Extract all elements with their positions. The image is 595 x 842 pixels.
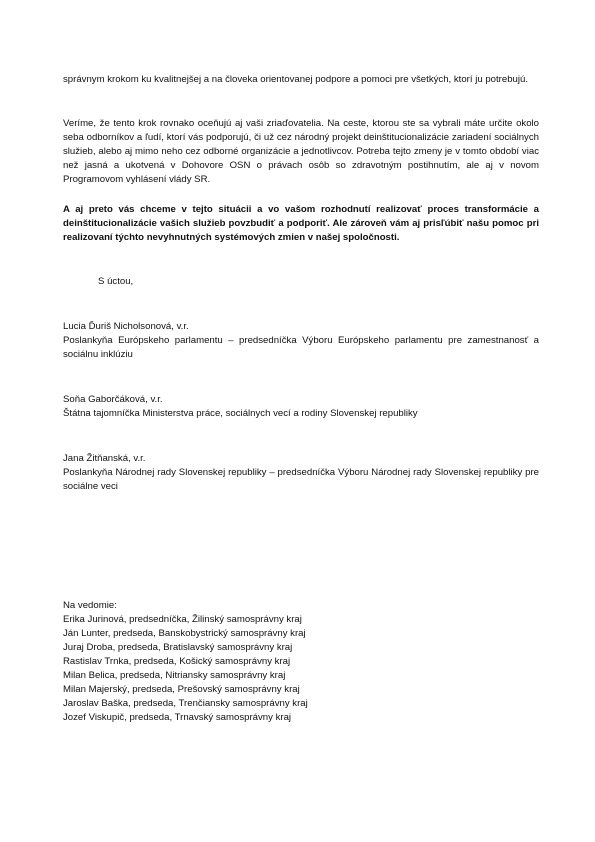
list-item: Rastislav Trnka, predseda, Košický samosprávny kraj xyxy=(63,656,291,667)
list-item: Jozef Viskupič, predseda, Trnavský samosprávny kraj xyxy=(63,712,292,723)
signatory-1 xyxy=(63,320,539,362)
cc-list xyxy=(63,599,539,725)
paragraph-founders: Veríme, že tento krok rovnako oceňujú aj vaši zriaďovatelia. Na ceste, ktorou ste sa vybrali máte určite okolo seba odborníkov a ľudí, ktorí vás podporujú, či už cez národný projekt deinštitucionalizácie zariadení sociálnych služieb, alebo aj mimo neho cez odborné organizácie a jednotlivcov. Potreba tejto zmeny je v tomto období viac než jasná a ukotvená v Dohovore OSN o právach osôb so zdravotným postihnutím, ale aj v novom Programovom vyhlásení vlády SR. xyxy=(63,118,539,185)
signatory-name: Soňa Gaborčáková, v.r. xyxy=(63,394,163,405)
list-item: Jaroslav Baška, predseda, Trenčiansky samosprávny kraj xyxy=(63,698,308,709)
list-item: Milan Majerský, predseda, Prešovský samosprávny kraj xyxy=(63,684,300,695)
list-item: Milan Belica, predseda, Nitriansky samosprávny kraj xyxy=(63,670,286,681)
signatory-3 xyxy=(63,452,539,494)
list-item: Erika Jurinová, predsedníčka, Žilinský samosprávny kraj xyxy=(63,614,302,625)
signatory-name: Lucia Ďuriš Nicholsonová, v.r. xyxy=(63,321,189,332)
signatory-name: Jana Žitňanská, v.r. xyxy=(63,453,146,464)
closing-salutation: S úctou, xyxy=(98,276,134,287)
paragraph-support-pledge: A aj preto vás chceme v tejto situácii a vo vašom rozhodnutí realizovať proces transformácie a deinštitucionalizácie vašich služieb povzbudiť a podporiť. Ale zároveň vám aj prisľúbiť našu pomoc pri realizovaní týchto nevyhnutných systémových zmien v našej spoločnosti. xyxy=(63,204,539,243)
list-item: Ján Lunter, predseda, Banskobystrický samosprávny kraj xyxy=(63,628,306,639)
cc-label: Na vedomie: xyxy=(63,600,117,611)
paragraph-intro-continuation: správnym krokom ku kvalitnejšej a na človeka orientovanej podpore a pomoci pre všetkých, ktorí ju potrebujú. xyxy=(63,74,528,85)
signatory-role: Poslankyňa Národnej rady Slovenskej republiky – predsedníčka Výboru Národnej rady Slovenskej republiky pre sociálne veci xyxy=(63,467,539,492)
signatory-role: Poslankyňa Európskeho parlamentu – predsedníčka Výboru Európskeho parlamentu pre zamestnanosť a sociálnu inklúziu xyxy=(63,335,539,360)
list-item: Juraj Droba, predseda, Bratislavský samosprávny kraj xyxy=(63,642,293,653)
signatory-2 xyxy=(63,393,539,421)
signatory-role: Štátna tajomníčka Ministerstva práce, sociálnych vecí a rodiny Slovenskej republiky xyxy=(63,408,418,419)
